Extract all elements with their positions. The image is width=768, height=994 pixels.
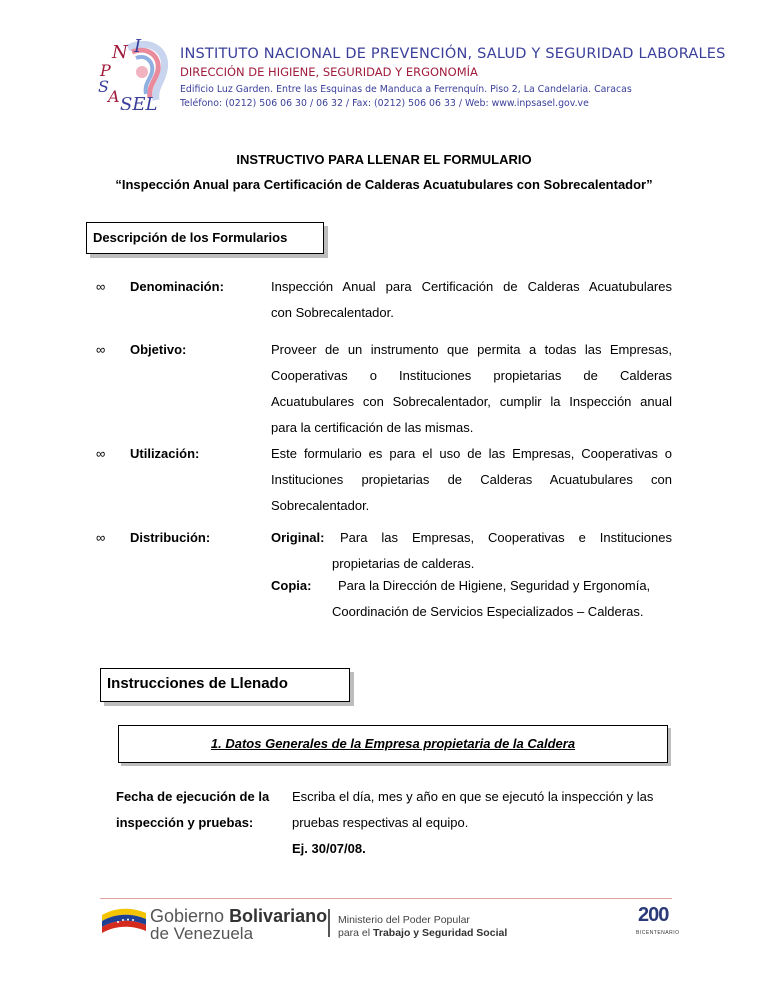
field-label-line: Fecha de ejecución de la [116,789,270,804]
ministry-line1: Ministerio del Poder Popular [338,914,470,926]
original-label: Original: [271,530,325,545]
document-title: INSTRUCTIVO PARA LLENAR EL FORMULARIO [236,152,532,167]
description-heading-box [86,222,324,254]
utilizacion-text-line: Instituciones propietarias de Calderas Acuatubulares con [271,472,672,487]
gov-line1: Gobierno Bolivariano [150,906,328,926]
inpsasel-logo [98,38,178,110]
direction-name: DIRECCIÓN DE HIGIENE, SEGURIDAD Y ERGONOMÍA [180,65,478,79]
original-text-line: Para las Empresas, Cooperativas e Instituciones [340,530,672,545]
bicentennial-word: BICENTENARIO [636,930,680,936]
objetivo-text-line: Cooperativas o Instituciones propietarias de Calderas [271,368,672,383]
instructions-heading: Instrucciones de Llenado [107,675,288,692]
header-contact: Teléfono: (0212) 506 06 30 / 06 32 / Fax: (0212) 506 06 33 / Web: www.inpsasel.gov.ve [180,98,589,109]
venezuela-flag-icon [102,905,146,935]
footer-separator [328,909,330,937]
subsection-heading: 1. Datos Generales de la Empresa propietaria de la Caldera [210,736,576,751]
objetivo-text-line: para la certificación de las mismas. [271,420,474,435]
bullet-icon: ∞ [96,342,106,357]
objetivo-text-line: Acuatubulares con Sobrecalentador, cumplir la Inspección anual [271,394,672,409]
original-text-line: propietarias de calderas. [332,556,475,571]
footer-divider [100,898,672,899]
institute-name: INSTITUTO NACIONAL DE PREVENCIÓN, SALUD Y SEGURIDAD LABORALES [180,46,726,62]
logo-letter-i: I [134,38,142,57]
denominacion-text-line: con Sobrecalentador. [271,305,394,320]
utilizacion-label: Utilización: [130,446,200,461]
header-address: Edificio Luz Garden. Entre las Esquinas de Manduca a Ferrenquín. Piso 2, La Candelaria. Caracas [180,84,632,95]
objetivo-label: Objetivo: [130,342,187,357]
gov-line2: de Venezuela [150,924,254,943]
utilizacion-text-line: Sobrecalentador. [271,498,370,513]
document-subtitle: “Inspección Anual para Certificación de Calderas Acuatubulares con Sobrecalentador” [115,177,653,192]
objetivo-text-line: Proveer de un instrumento que permita a todas las Empresas, [271,342,672,357]
distribucion-label: Distribución: [130,530,211,545]
logo-letter-a: A [108,87,120,106]
logo-letter-p: P [100,61,111,80]
denominacion-text-line: Inspección Anual para Certificación de Calderas Acuatubulares [271,279,672,294]
ministry-line2: para el Trabajo y Seguridad Social [338,927,508,939]
bullet-icon: ∞ [96,279,106,294]
denominacion-label: Denominación: [130,279,224,294]
bullet-icon: ∞ [96,446,106,461]
field-example: Ej. 30/07/08. [292,841,366,856]
copia-text-line: Para la Dirección de Higiene, Seguridad y Ergonomía, [338,578,651,593]
logo-letter-s: S [98,77,109,96]
logo-letters-sel: SEL [120,94,158,110]
field-label-line: inspección y pruebas: [116,815,254,830]
instructions-heading-box [100,668,350,702]
bullet-icon: ∞ [96,530,106,545]
subsection-heading-box [118,725,668,763]
copia-label: Copia: [271,578,312,593]
logo-letter-n: N [112,42,128,63]
bicentennial-logo [636,904,686,940]
copia-text-line: Coordinación de Servicios Especializados – Calderas. [332,604,644,619]
bicentennial-number: 200 [638,904,669,926]
field-description-line: pruebas respectivas al equipo. [292,815,469,830]
field-description-line: Escriba el día, mes y año en que se ejecutó la inspección y las [292,789,654,804]
description-heading: Descripción de los Formularios [93,230,288,245]
utilizacion-text-line: Este formulario es para el uso de las Empresas, Cooperativas o [271,446,672,461]
